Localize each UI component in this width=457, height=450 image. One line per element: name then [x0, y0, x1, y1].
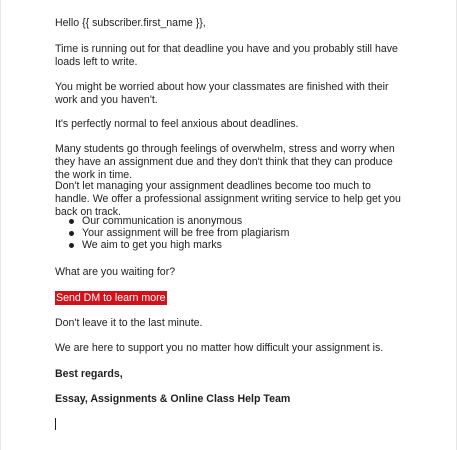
list-item — [55, 239, 407, 251]
paragraph-support: We are here to support you no matter how difficult your assignment is. — [55, 342, 384, 354]
greeting-line: Hello {{ subscriber.first_name }}, — [55, 17, 206, 29]
paragraph-overwhelm: Many students go through feelings of overwhelm, stress and worry when they have an assignment due and they don't think that they can produce the work in time. — [55, 143, 395, 181]
list-item-text: Our communication is anonymous — [82, 215, 243, 227]
paragraph-service-offer: Don't let managing your assignment deadlines become too much to handle. We offer a professional assignment writing service to help get you back on track. — [55, 180, 401, 218]
send-dm-link[interactable]: Send DM to learn more — [56, 292, 166, 304]
list-item-text: Your assignment will be free from plagiarism — [82, 227, 290, 239]
paragraph-last-minute: Don't leave it to the last minute. — [55, 317, 203, 329]
paragraph-anxious: It's perfectly normal to feel anxious about deadlines. — [55, 118, 299, 130]
list-item — [55, 227, 407, 239]
bullet-icon — [69, 219, 74, 224]
signature: Essay, Assignments & Online Class Help Team — [55, 393, 291, 405]
signoff: Best regards, — [55, 368, 123, 380]
list-item — [55, 215, 407, 227]
text-cursor — [55, 418, 56, 430]
paragraph-deadline: Time is running out for that deadline you have and you probably still have loads left to write. — [55, 43, 398, 68]
bullet-icon — [69, 231, 74, 236]
paragraph-classmates: You might be worried about how your classmates are finished with their work and you haven't. — [55, 81, 389, 106]
benefits-list — [55, 215, 407, 251]
question-line: What are you waiting for? — [55, 266, 176, 278]
bullet-icon — [69, 243, 74, 248]
list-item-text: We aim to get you high marks — [82, 239, 222, 251]
